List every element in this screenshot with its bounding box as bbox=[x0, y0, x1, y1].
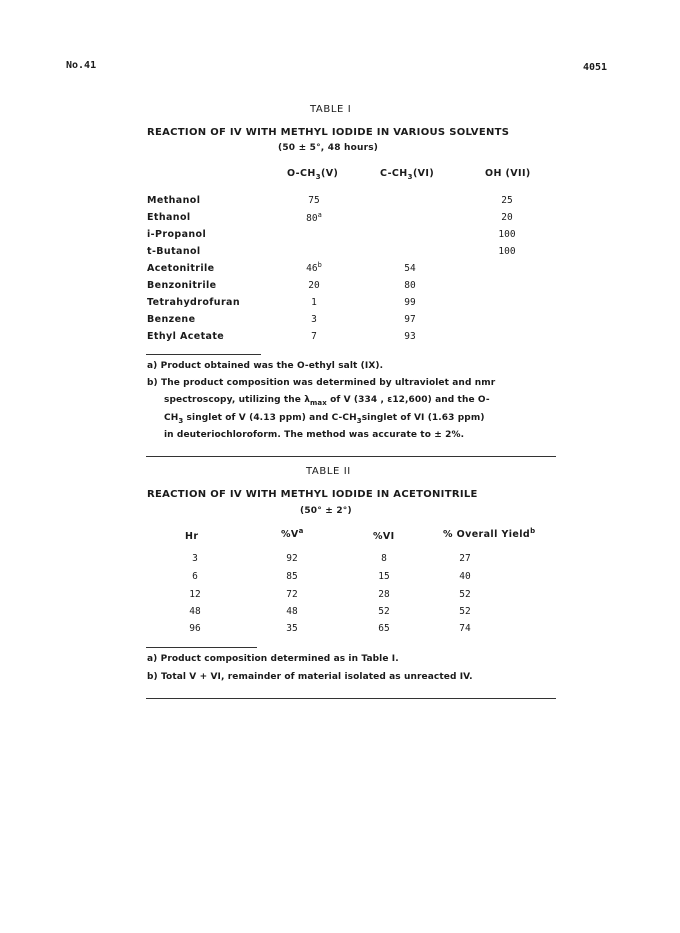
footnote-rule bbox=[146, 354, 261, 355]
table2-col-vi: %VI bbox=[373, 531, 395, 542]
table-cell: 27 bbox=[459, 553, 471, 564]
table2-col-yield: % Overall Yield$^b$ bbox=[443, 527, 536, 541]
table-cell: 80 bbox=[404, 280, 416, 291]
table-cell: 48 bbox=[286, 606, 298, 617]
section-divider bbox=[146, 456, 556, 457]
table-cell: 74 bbox=[459, 623, 471, 634]
table-cell: 52 bbox=[459, 606, 471, 617]
table-cell: 40 bbox=[459, 571, 471, 582]
table1-footnote-a: a) Product obtained was the O-ethyl salt (IX). bbox=[147, 361, 384, 371]
table-cell: 25 bbox=[501, 195, 513, 206]
table-cell: 92 bbox=[286, 553, 298, 564]
table2-caption: TABLE II bbox=[306, 466, 351, 477]
table1-col-o-ch3: $O-CH_3(V)$ bbox=[287, 168, 339, 181]
table1-col-c-ch3: $C-CH_3(VI)$ bbox=[380, 168, 435, 181]
table2-conditions: (50° ± 2°) bbox=[300, 506, 352, 516]
table-cell: 72 bbox=[286, 589, 298, 600]
table-row-solvent: Methanol bbox=[147, 195, 201, 206]
table-cell: 48 bbox=[189, 606, 201, 617]
table-cell: 85 bbox=[286, 571, 298, 582]
table-cell: 54 bbox=[404, 263, 416, 274]
table2-title: REACTION OF IV WITH METHYL IODIDE IN ACETONITRILE bbox=[147, 489, 478, 500]
table-row-solvent: t-Butanol bbox=[147, 246, 201, 257]
table-row-solvent: Acetonitrile bbox=[147, 263, 215, 274]
table-row-solvent: Benzonitrile bbox=[147, 280, 217, 291]
table-cell: 100 bbox=[498, 246, 516, 257]
table2-footnote-b: b) Total V + VI, remainder of material isolated as unreacted IV. bbox=[147, 672, 473, 682]
table-row-solvent: Benzene bbox=[147, 314, 196, 325]
table-cell: 52 bbox=[459, 589, 471, 600]
table-row-solvent: i-Propanol bbox=[147, 229, 207, 240]
table1-col-oh: OH (VII) bbox=[485, 168, 531, 179]
table-cell: 12 bbox=[189, 589, 201, 600]
table-cell: 96 bbox=[189, 623, 201, 634]
table-cell: 28 bbox=[378, 589, 390, 600]
table-cell: 6 bbox=[192, 571, 198, 582]
table-cell: 80$^a$ bbox=[306, 211, 322, 225]
journal-number: No.41 bbox=[66, 60, 97, 71]
table-cell: 20 bbox=[308, 280, 320, 291]
table1-conditions: (50 ± 5°, 48 hours) bbox=[278, 143, 379, 153]
table-cell: 20 bbox=[501, 212, 513, 223]
table-cell: 100 bbox=[498, 229, 516, 240]
table1-footnote-b-line2: spectroscopy, utilizing the $\lambda_{max}$ of V (334 , ε12,600) and the O- bbox=[164, 395, 490, 407]
table-cell: 35 bbox=[286, 623, 298, 634]
table-cell: 93 bbox=[404, 331, 416, 342]
table-cell: 99 bbox=[404, 297, 416, 308]
table-cell: 15 bbox=[378, 571, 390, 582]
table1-caption: TABLE I bbox=[310, 104, 352, 115]
table-row-solvent: Ethyl Acetate bbox=[147, 331, 225, 342]
footnote-rule bbox=[146, 647, 257, 648]
table-cell: 75 bbox=[308, 195, 320, 206]
page-number: 4051 bbox=[583, 62, 608, 73]
table-cell: 3 bbox=[311, 314, 317, 325]
table2-footnote-a: a) Product composition determined as in Table I. bbox=[147, 654, 399, 664]
table2-col-v: $\%V^a$ bbox=[281, 527, 304, 541]
table-cell: 65 bbox=[378, 623, 390, 634]
table1-footnote-b-line4: in deuteriochloroform. The method was accurate to ± 2%. bbox=[164, 430, 465, 440]
table-cell: 97 bbox=[404, 314, 416, 325]
table-cell: 3 bbox=[192, 553, 198, 564]
table-cell: 7 bbox=[311, 331, 317, 342]
table-cell: 1 bbox=[311, 297, 317, 308]
table1-footnote-b: b) The product composition was determined by ultraviolet and nmr bbox=[147, 378, 496, 388]
section-divider bbox=[146, 698, 556, 699]
table1-footnote-b-line3: $CH_3$ singlet of V (4.13 ppm) and $C-CH_3singlet$ of VI (1.63 ppm) bbox=[164, 413, 485, 425]
table-cell: 8 bbox=[381, 553, 387, 564]
table2-col-hr: Hr bbox=[185, 531, 199, 542]
table-row-solvent: Ethanol bbox=[147, 212, 191, 223]
table-cell: 46$^b$ bbox=[306, 261, 322, 275]
table1-title: REACTION OF IV WITH METHYL IODIDE IN VARIOUS SOLVENTS bbox=[147, 127, 510, 138]
table-cell: 52 bbox=[378, 606, 390, 617]
table-row-solvent: Tetrahydrofuran bbox=[147, 297, 241, 308]
